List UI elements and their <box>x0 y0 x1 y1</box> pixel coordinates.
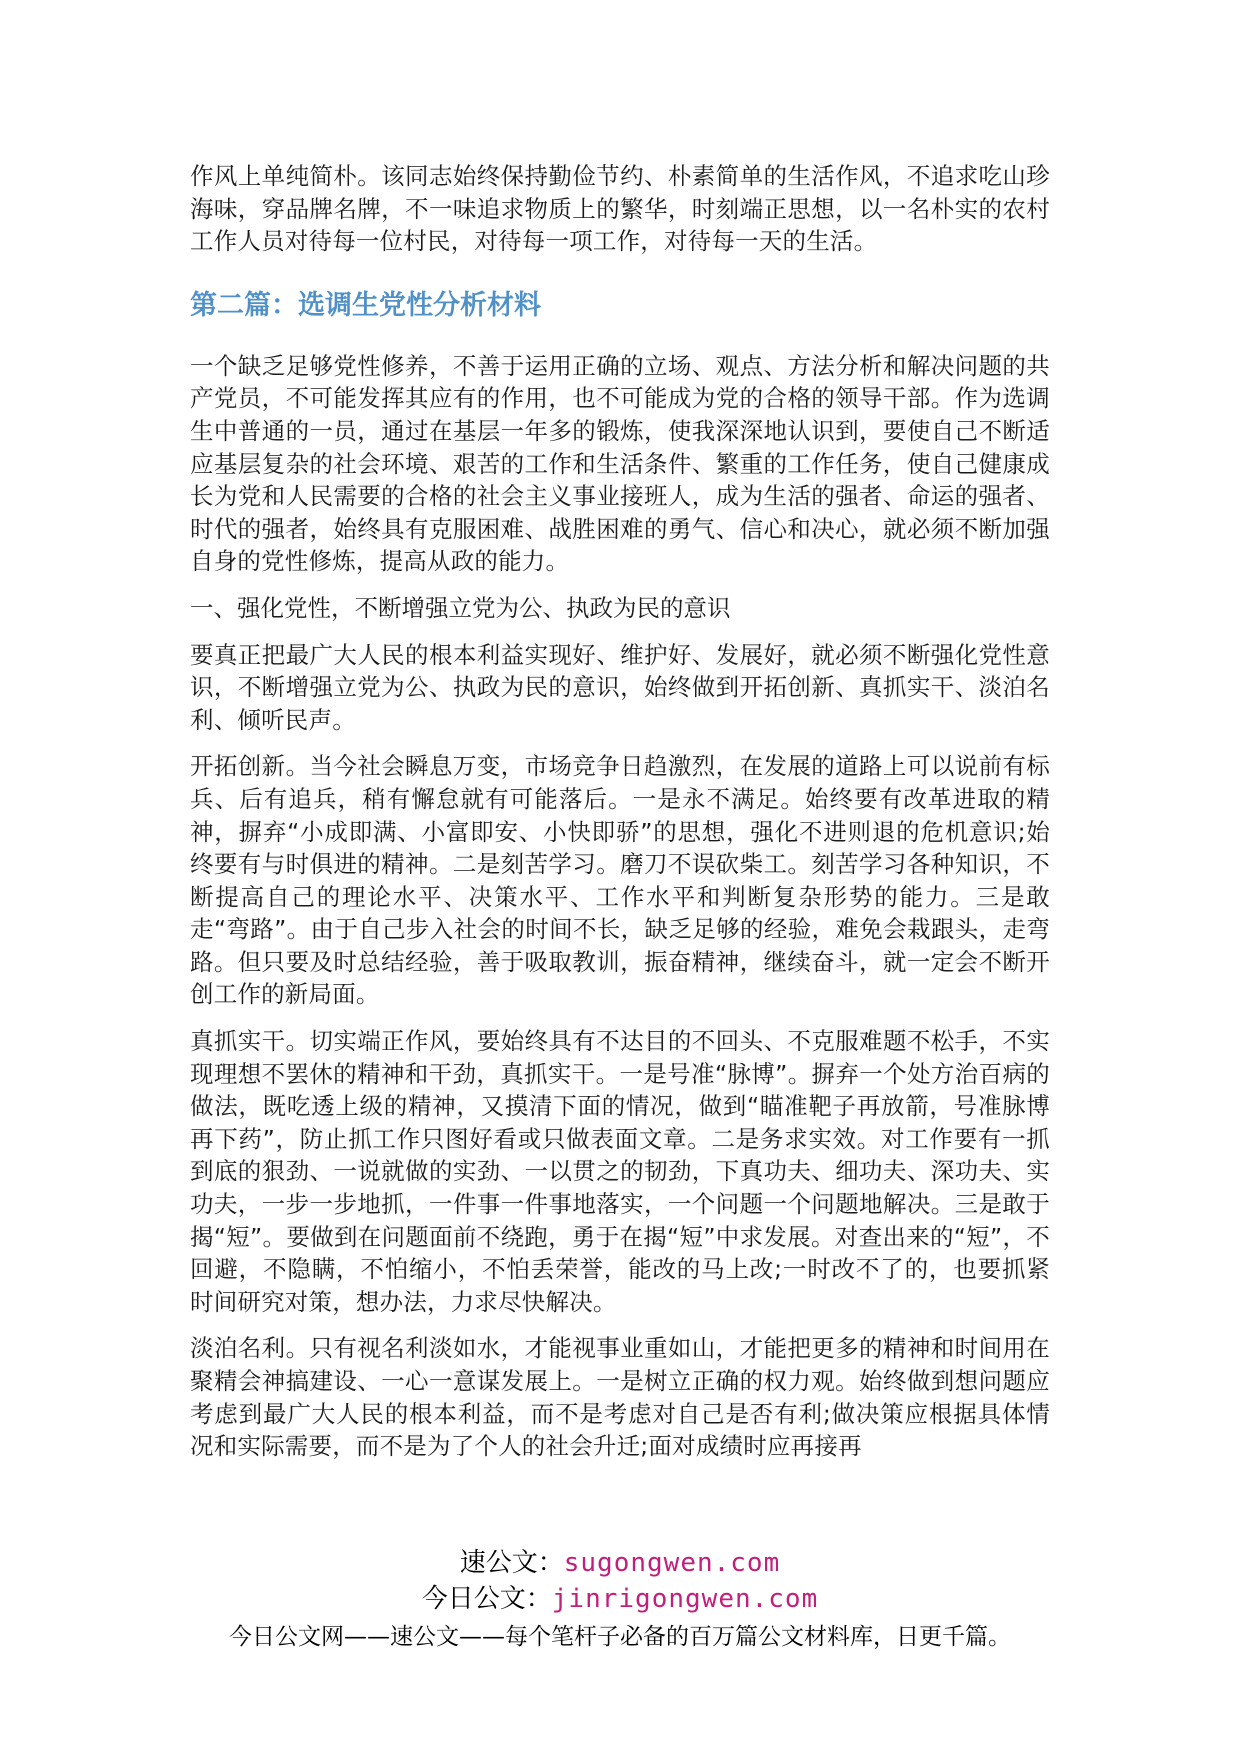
paragraph-indifferent-to-fame: 淡泊名利。只有视名利淡如水，才能视事业重如山，才能把更多的精神和时间用在聚精会神搞建设、一心一意谋发展上。一是树立正确的权力观。始终做到想问题应考虑到最广大人民的根本利益，而不是考虑对自己是否有利;做决策应根据具体情况和实际需要，而不是为了个人的社会升迁;面对成绩时应再接再 <box>190 1334 1050 1461</box>
footer-label-jinrigongwen: 今日公文： <box>421 1584 552 1614</box>
paragraph-innovation: 开拓创新。当今社会瞬息万变，市场竞争日趋激烈，在发展的道路上可以说前有标兵、后有追兵，稍有懈怠就有可能落后。一是永不满足。始终要有改革进取的精神，摒弃“小成即满、小富即安、小快即骄”的思想，强化不进则退的危机意识;始终要有与时俱进的精神。二是刻苦学习。磨刀不误砍柴工。刻苦学习各种知识，不断提高自己的理论水平、决策水平、工作水平和判断复杂形势的能力。三是敢走“弯路”。由于自己步入社会的时间不长，缺乏足够的经验，难免会栽跟头，走弯路。但只要及时总结经验，善于吸取教训，振奋精神，继续奋斗，就一定会不断开创工作的新局面。 <box>190 752 1050 1009</box>
footer-label-sugongwen: 速公文： <box>459 1548 564 1578</box>
section-title: 第二篇：选调生党性分析材料 <box>190 289 541 321</box>
paragraph-opening: 一个缺乏足够党性修养，不善于运用正确的立场、观点、方法分析和解决问题的共产党员，不可能发挥其应有的作用，也不可能成为党的合格的领导干部。作为选调生中普通的一员，通过在基层一年多的锻炼，使我深深地认识到，要使自己不断适应基层复杂的社会环境、艰苦的工作和生活条件、繁重的工作任务，使自己健康成长为党和人民需要的合格的社会主义事业接班人，成为生活的强者、命运的强者、时代的强者，始终具有克服困难、战胜困难的勇气、信心和决心，就必须不断加强自身的党性修炼，提高从政的能力。 <box>190 351 1050 576</box>
footer-tagline: 今日公文网——速公文——每个笔杆子必备的百万篇公文材料库，日更千篇。 <box>229 1624 1011 1650</box>
footer-link-sugongwen[interactable]: sugongwen.com <box>563 1548 781 1578</box>
footer-watermark <box>0 1545 1240 1653</box>
footer-line-sugongwen <box>0 1545 1240 1581</box>
footer-line-jinrigongwen <box>0 1581 1240 1617</box>
footer-link-jinrigongwen[interactable]: jinrigongwen.com <box>551 1584 819 1614</box>
document-body <box>190 160 1050 1477</box>
paragraph-practical-work: 真抓实干。切实端正作风，要始终具有不达目的不回头、不克服难题不松手，不实现理想不罢休的精神和干劲，真抓实干。一是号准“脉博”。摒弃一个处方治百病的做法，既吃透上级的精神，又摸清下面的情况，做到“瞄准靶子再放箭，号准脉博再下药”，防止抓工作只图好看或只做表面文章。二是务求实效。对工作要有一抓到底的狠劲、一说就做的实劲、一以贯之的韧劲，下真功夫、细功夫、深功夫、实功夫，一步一步地抓，一件事一件事地落实，一个问题一个问题地解决。三是敢于揭“短”。要做到在问题面前不绕跑，勇于在揭“短”中求发展。对查出来的“短”，不回避，不隐瞒，不怕缩小，不怕丢荣誉，能改的马上改;一时改不了的，也要抓紧时间研究对策，想办法，力求尽快解决。 <box>190 1027 1050 1316</box>
subheading-strengthen-party-spirit: 一、强化党性，不断增强立党为公、执政为民的意识 <box>190 593 731 622</box>
intro-paragraph: 作风上单纯简朴。该同志始终保持勤俭节约、朴素简单的生活作风，不追求吃山珍海味，穿品牌名牌，不一味追求物质上的繁华，时刻端正思想，以一名朴实的农村工作人员对待每一位村民，对待每一项工作，对待每一天的生活。 <box>190 162 1050 256</box>
paragraph-summary: 要真正把最广大人民的根本利益实现好、维护好、发展好，就必须不断强化党性意识，不断增强立党为公、执政为民的意识，始终做到开拓创新、真抓实干、淡泊名利、倾听民声。 <box>190 640 1050 734</box>
